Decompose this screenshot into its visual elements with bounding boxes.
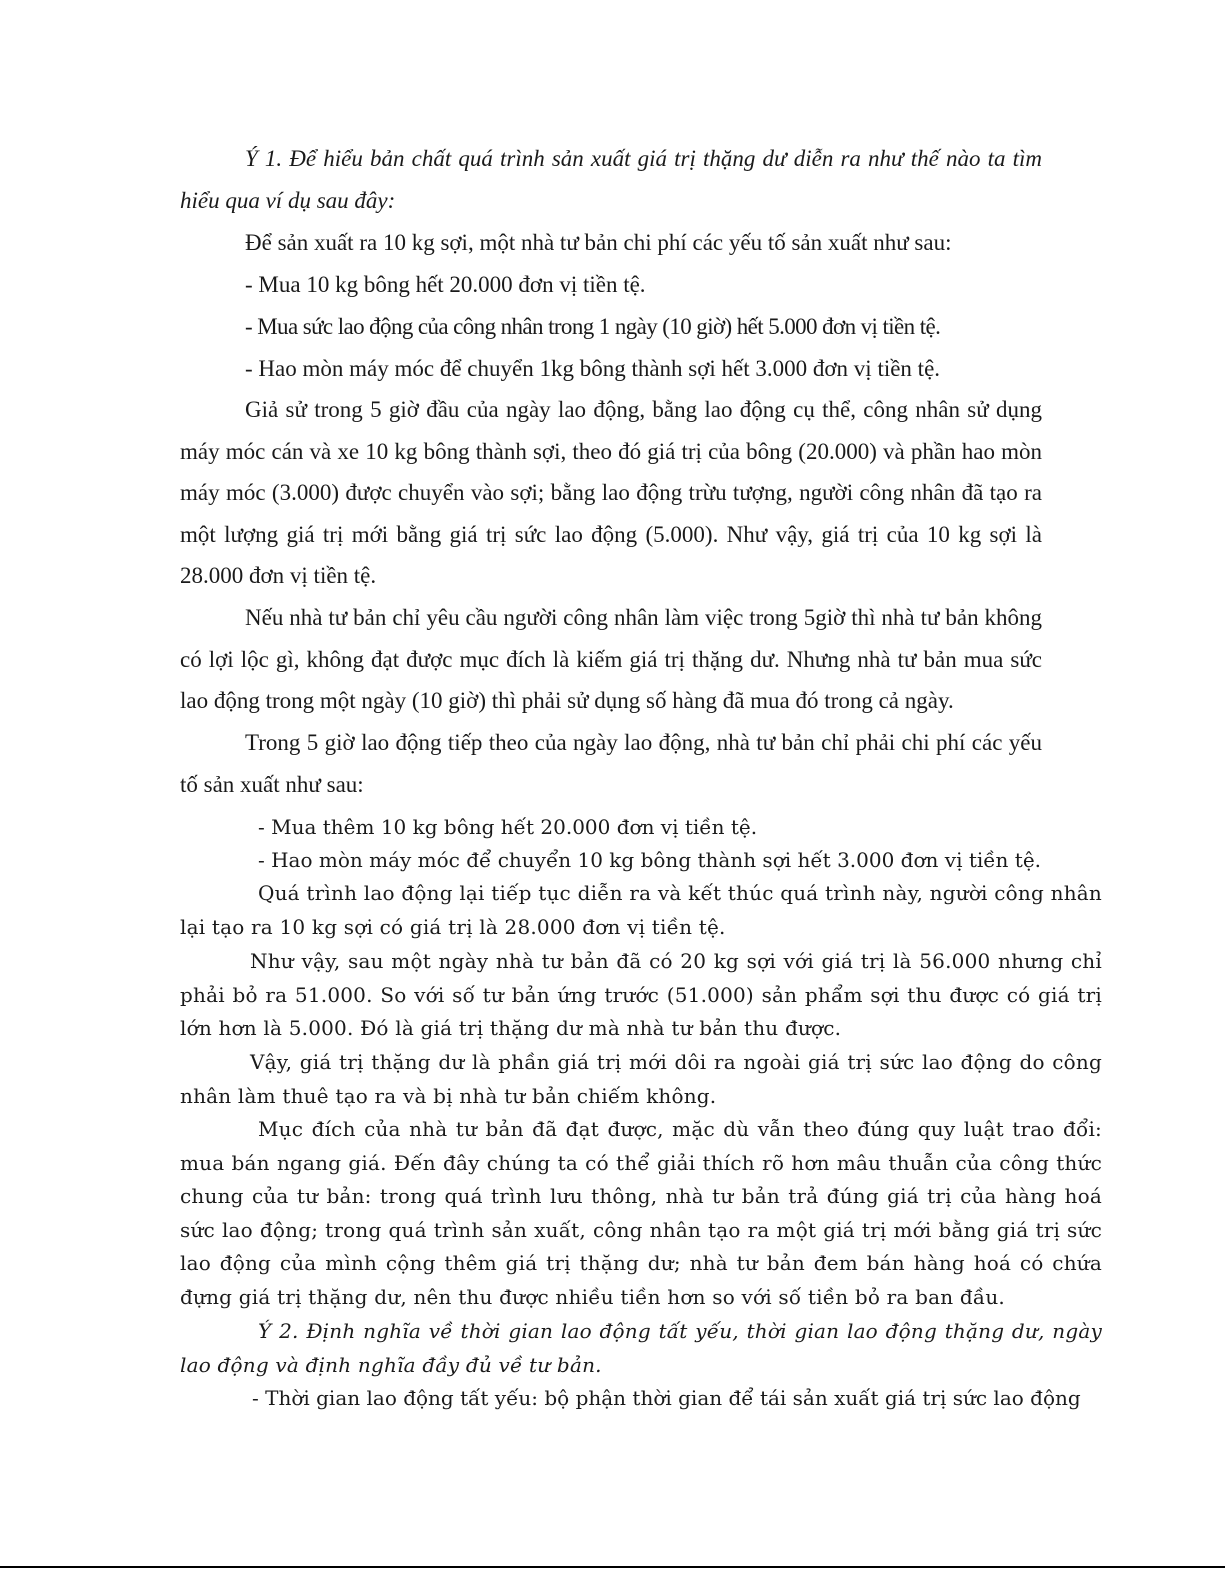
cost-item-cotton: - Mua 10 kg bông hết 20.000 đơn vị tiền tệ. [245,272,646,297]
paragraph-surplus-value-definition: Vậy, giá trị thặng dư là phần giá trị mới dôi ra ngoài giá trị sức lao động do công nhân làm thuê tạo ra và bị nhà tư bản chiếm không. [180,1050,1102,1108]
next-item-machinery: - Hao mòn máy móc để chuyển 10 kg bông thành sợi hết 3.000 đơn vị tiền tệ. [258,848,1042,872]
next-item-cotton: - Mua thêm 10 kg bông hết 20.000 đơn vị tiền tệ. [258,815,758,839]
paragraph-if-five-hours: Nếu nhà tư bản chỉ yêu cầu người công nhân làm việc trong 5giờ thì nhà tư bản không có lợi lộc gì, không đạt được mục đích là kiếm giá trị thặng dư. Nhưng nhà tư bản mua sức lao động trong một ngày (10 giờ) thì phải sử dụng số hàng đã mua đó trong cả ngày. [180,605,1042,713]
paragraph-purpose: Mục đích của nhà tư bản đã đạt được, mặc dù vẫn theo đúng quy luật trao đổi: mua bán ngang giá. Đến đây chúng ta có thể giải thích rõ hơn mâu thuẫn của công thức chung của tư bản: trong quá trình lưu thông, nhà tư bản trả đúng giá trị của hàng hoá sức lao động; trong quá trình sản xuất, công nhân tạo ra một giá trị mới bằng giá trị sức lao động của mình cộng thêm giá trị thặng dư; nhà tư bản đem bán hàng hoá có chứa đựng giá trị thặng dư, nên thu được nhiều tiền hơn so với số tiền bỏ ra ban đầu. [180,1117,1102,1309]
cost-item-machinery: - Hao mòn máy móc để chuyển 1kg bông thành sợi hết 3.000 đơn vị tiền tệ. [245,356,941,381]
paragraph-next-five-hours: Trong 5 giờ lao động tiếp theo của ngày lao động, nhà tư bản chỉ phải chi phí các yếu tố sản xuất như sau: [180,730,1042,797]
paragraph-summary: Như vậy, sau một ngày nhà tư bản đã có 20 kg sợi với giá trị là 56.000 nhưng chỉ phải bỏ ra 51.000. So với số tư bản ứng trước (51.000) sản phẩm sợi thu được có giá trị lớn hơn là 5.000. Đó là giá trị thặng dư mà nhà tư bản thu được. [180,949,1102,1040]
section-heading-y2: Ý 2. Định nghĩa về thời gian lao động tất yếu, thời gian lao động thặng dư, ngày lao động và định nghĩa đầy đủ về tư bản. [180,1319,1102,1377]
cost-item-labor: - Mua sức lao động của công nhân trong 1 ngày (10 giờ) hết 5.000 đơn vị tiền tệ. [245,314,941,339]
paragraph-continue: Quá trình lao động lại tiếp tục diễn ra và kết thúc quá trình này, người công nhân lại tạo ra 10 kg sợi có giá trị là 28.000 đơn vị tiền tệ. [180,881,1102,939]
section-heading-y1: Ý 1. Để hiểu bản chất quá trình sản xuất giá trị thặng dư diễn ra như thế nào ta tìm hiểu qua ví dụ sau đây: [180,146,1042,213]
paragraph-first-five-hours: Giả sử trong 5 giờ đầu của ngày lao động, bằng lao động cụ thể, công nhân sử dụng máy móc cán và xe 10 kg bông thành sợi, theo đó giá trị của bông (20.000) và phần hao mòn máy móc (3.000) được chuyển vào sợi; bằng lao động trừu tượng, người công nhân đã tạo ra một lượng giá trị mới bằng giá trị sức lao động (5.000). Như vậy, giá trị của 10 kg sợi là 28.000 đơn vị tiền tệ. [180,397,1042,588]
definition-item-necessary-labor-time: - Thời gian lao động tất yếu: bộ phận thời gian để tái sản xuất giá trị sức lao động [252,1386,1081,1410]
intro-paragraph: Để sản xuất ra 10 kg sợi, một nhà tư bản chi phí các yếu tố sản xuất như sau: [245,230,952,255]
page-bottom-rule [0,1566,1225,1568]
